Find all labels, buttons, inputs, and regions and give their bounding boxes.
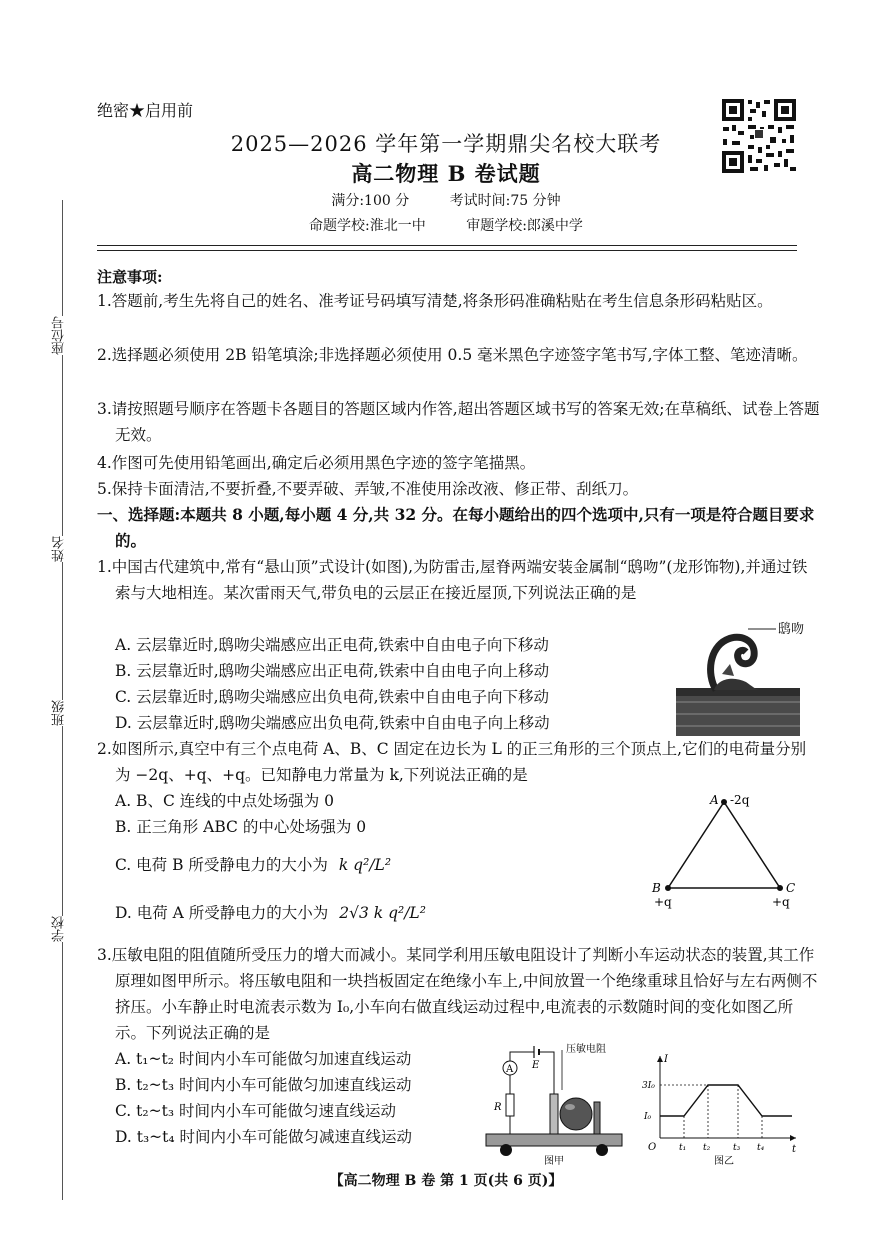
q3-option-b: B. t₂~t₃ 时间内小车可能做匀加速直线运动 (115, 1076, 412, 1094)
figure-jia-circuit (484, 1040, 630, 1166)
current-trace (660, 1085, 792, 1116)
vertex-a-label: A (710, 793, 719, 807)
header-rule-thin (97, 250, 797, 251)
margin-label-name: 姓名 (50, 536, 74, 562)
ammeter-label: A (506, 1064, 514, 1075)
photo-label: 鸱吻 (778, 622, 805, 637)
q2-option-b: B. 正三角形 ABC 的中心处场强为 0 (115, 818, 367, 836)
triangle-diagram (640, 790, 810, 912)
vertex-b-label: B (652, 881, 661, 895)
q1-option-d: D. 云层靠近时,鸱吻尖端感应出负电荷,铁索中自由电子向上移动 (115, 714, 550, 732)
note-item: 3.请按照题号顺序在答题卡各题目的答题区域内作答,超出答题区域书写的答案无效;在草稿纸、试卷上答题无效。 (97, 400, 820, 444)
q2-option-c-text: C. 电荷 B 所受静电力的大小为 (115, 856, 328, 874)
vertex-c-charge: +q (772, 895, 790, 909)
pressure-resistor-label: 压敏电阻 (566, 1044, 606, 1055)
margin-label-seat: 座位号 (50, 316, 74, 355)
q2-option-c-expr: k q²/L² (338, 856, 392, 874)
q2-option-a: A. B、C 连线的中点处场强为 0 (115, 792, 335, 810)
qr-code-icon (720, 97, 798, 175)
q1-option-a: A. 云层靠近时,鸱吻尖端感应出正电荷,铁索中自由电子向下移动 (115, 636, 549, 654)
paper-title: 高二物理 B 卷试题 (351, 161, 541, 186)
full-score: 满分:100 分 (331, 193, 410, 209)
section-heading: 一、选择题:本题共 8 小题,每小题 4 分,共 32 分。在每小题给出的四个选项中,只有一项是符合题目要求的。 (97, 505, 815, 550)
setter-school: 命题学校:淮北一中 (309, 218, 426, 234)
margin-label-school: 学校 (50, 916, 74, 942)
page-footer: 【高二物理 B 卷 第 1 页(共 6 页)】 (329, 1173, 563, 1189)
origin-label: O (648, 1142, 657, 1153)
x-axis-label: t (792, 1144, 797, 1155)
tick-t2: t₂ (703, 1143, 711, 1153)
q1-option-c: C. 云层靠近时,鸱吻尖端感应出负电荷,铁索中自由电子向下移动 (115, 688, 550, 706)
score-time-line (0, 190, 892, 210)
question-2-stem: 2.如图所示,真空中有三个点电荷 A、B、C 固定在边长为 L 的正三角形的三个顶点上,它们的电荷量分别为 −2q、+q、+q。已知静电力常量为 k,下列说法正确的是 (97, 740, 807, 784)
resistor-r-label: R (494, 1102, 502, 1113)
q2-option-d-text: D. 电荷 A 所受静电力的大小为 (115, 904, 329, 922)
note-item: 1.答题前,考生先将自己的姓名、准考证号码填写清楚,将条形码准确粘贴在考生信息条形码粘贴区。 (97, 292, 773, 310)
exam-title: 2025—2026 学年第一学期鼎尖名校大联考 (230, 132, 662, 156)
school-line (0, 215, 892, 235)
figure-yi-caption: 图乙 (714, 1156, 734, 1166)
exam-time: 考试时间:75 分钟 (449, 193, 561, 209)
figure-yi-graph (642, 1052, 802, 1166)
y-axis-label: I (664, 1054, 668, 1065)
leader-line (748, 624, 776, 634)
level-low-label: I₀ (644, 1112, 652, 1122)
vertex-b-charge: +q (654, 895, 672, 909)
margin-label-class: 班级 (50, 700, 74, 726)
question-3-stem: 3.压敏电阻的阻值随所受压力的增大而减小。某同学利用压敏电阻设计了判断小车运动状态的装置,其工作原理如图甲所示。将压敏电阻和一块挡板固定在绝缘小车上,中间放置一个绝缘重球且恰好与左右两侧不挤压。小车静止时电流表示数为 I₀,小车向右做直线运动过程中,电流表的示数随时间的变化如图乙所示。下列说法正确的是 (97, 946, 818, 1042)
level-high-label: 3I₀ (642, 1081, 655, 1091)
vertex-a-charge: -2q (730, 793, 750, 807)
q2-option-c (115, 852, 391, 878)
secret-label: 绝密★启用前 (97, 101, 194, 120)
tick-t3: t₃ (733, 1143, 741, 1153)
q1-option-b: B. 云层靠近时,鸱吻尖端感应出正电荷,铁索中自由电子向上移动 (115, 662, 550, 680)
figure-jia-caption: 图甲 (544, 1156, 564, 1166)
note-item: 5.保持卡面清洁,不要折叠,不要弄破、弄皱,不准使用涂改液、修正带、刮纸刀。 (97, 480, 639, 498)
q2-option-d (115, 900, 426, 926)
battery-e-label: E (532, 1060, 540, 1071)
header-rule-thick (97, 245, 797, 246)
question-1-stem: 1.中国古代建筑中,常有“悬山顶”式设计(如图),为防雷击,屋脊两端安装金属制“鸱吻”(龙形饰物),并通过铁索与大地相连。某次雷雨天气,带负电的云层正在接近屋顶,下列说法正确的是 (97, 558, 808, 602)
reviewer-school: 审题学校:郎溪中学 (466, 218, 583, 234)
q3-option-c: C. t₂~t₃ 时间内小车可能做匀速直线运动 (115, 1102, 396, 1120)
vertex-c-label: C (786, 881, 796, 895)
tick-t1: t₁ (679, 1143, 687, 1153)
q3-option-d: D. t₃~t₄ 时间内小车可能做匀减速直线运动 (115, 1128, 413, 1146)
tick-t4: t₄ (757, 1143, 765, 1153)
q2-option-d-expr: 2√3 k q²/L² (339, 904, 426, 922)
q3-option-a: A. t₁~t₂ 时间内小车可能做匀加速直线运动 (115, 1050, 412, 1068)
notes-heading: 注意事项: (97, 268, 163, 286)
note-item: 4.作图可先使用铅笔画出,确定后必须用黑色字迹的签字笔描黑。 (97, 454, 536, 472)
note-item: 2.选择题必须使用 2B 铅笔填涂;非选择题必须使用 0.5 毫米黑色字迹签字笔书写,字体工整、笔迹清晰。 (97, 346, 808, 364)
